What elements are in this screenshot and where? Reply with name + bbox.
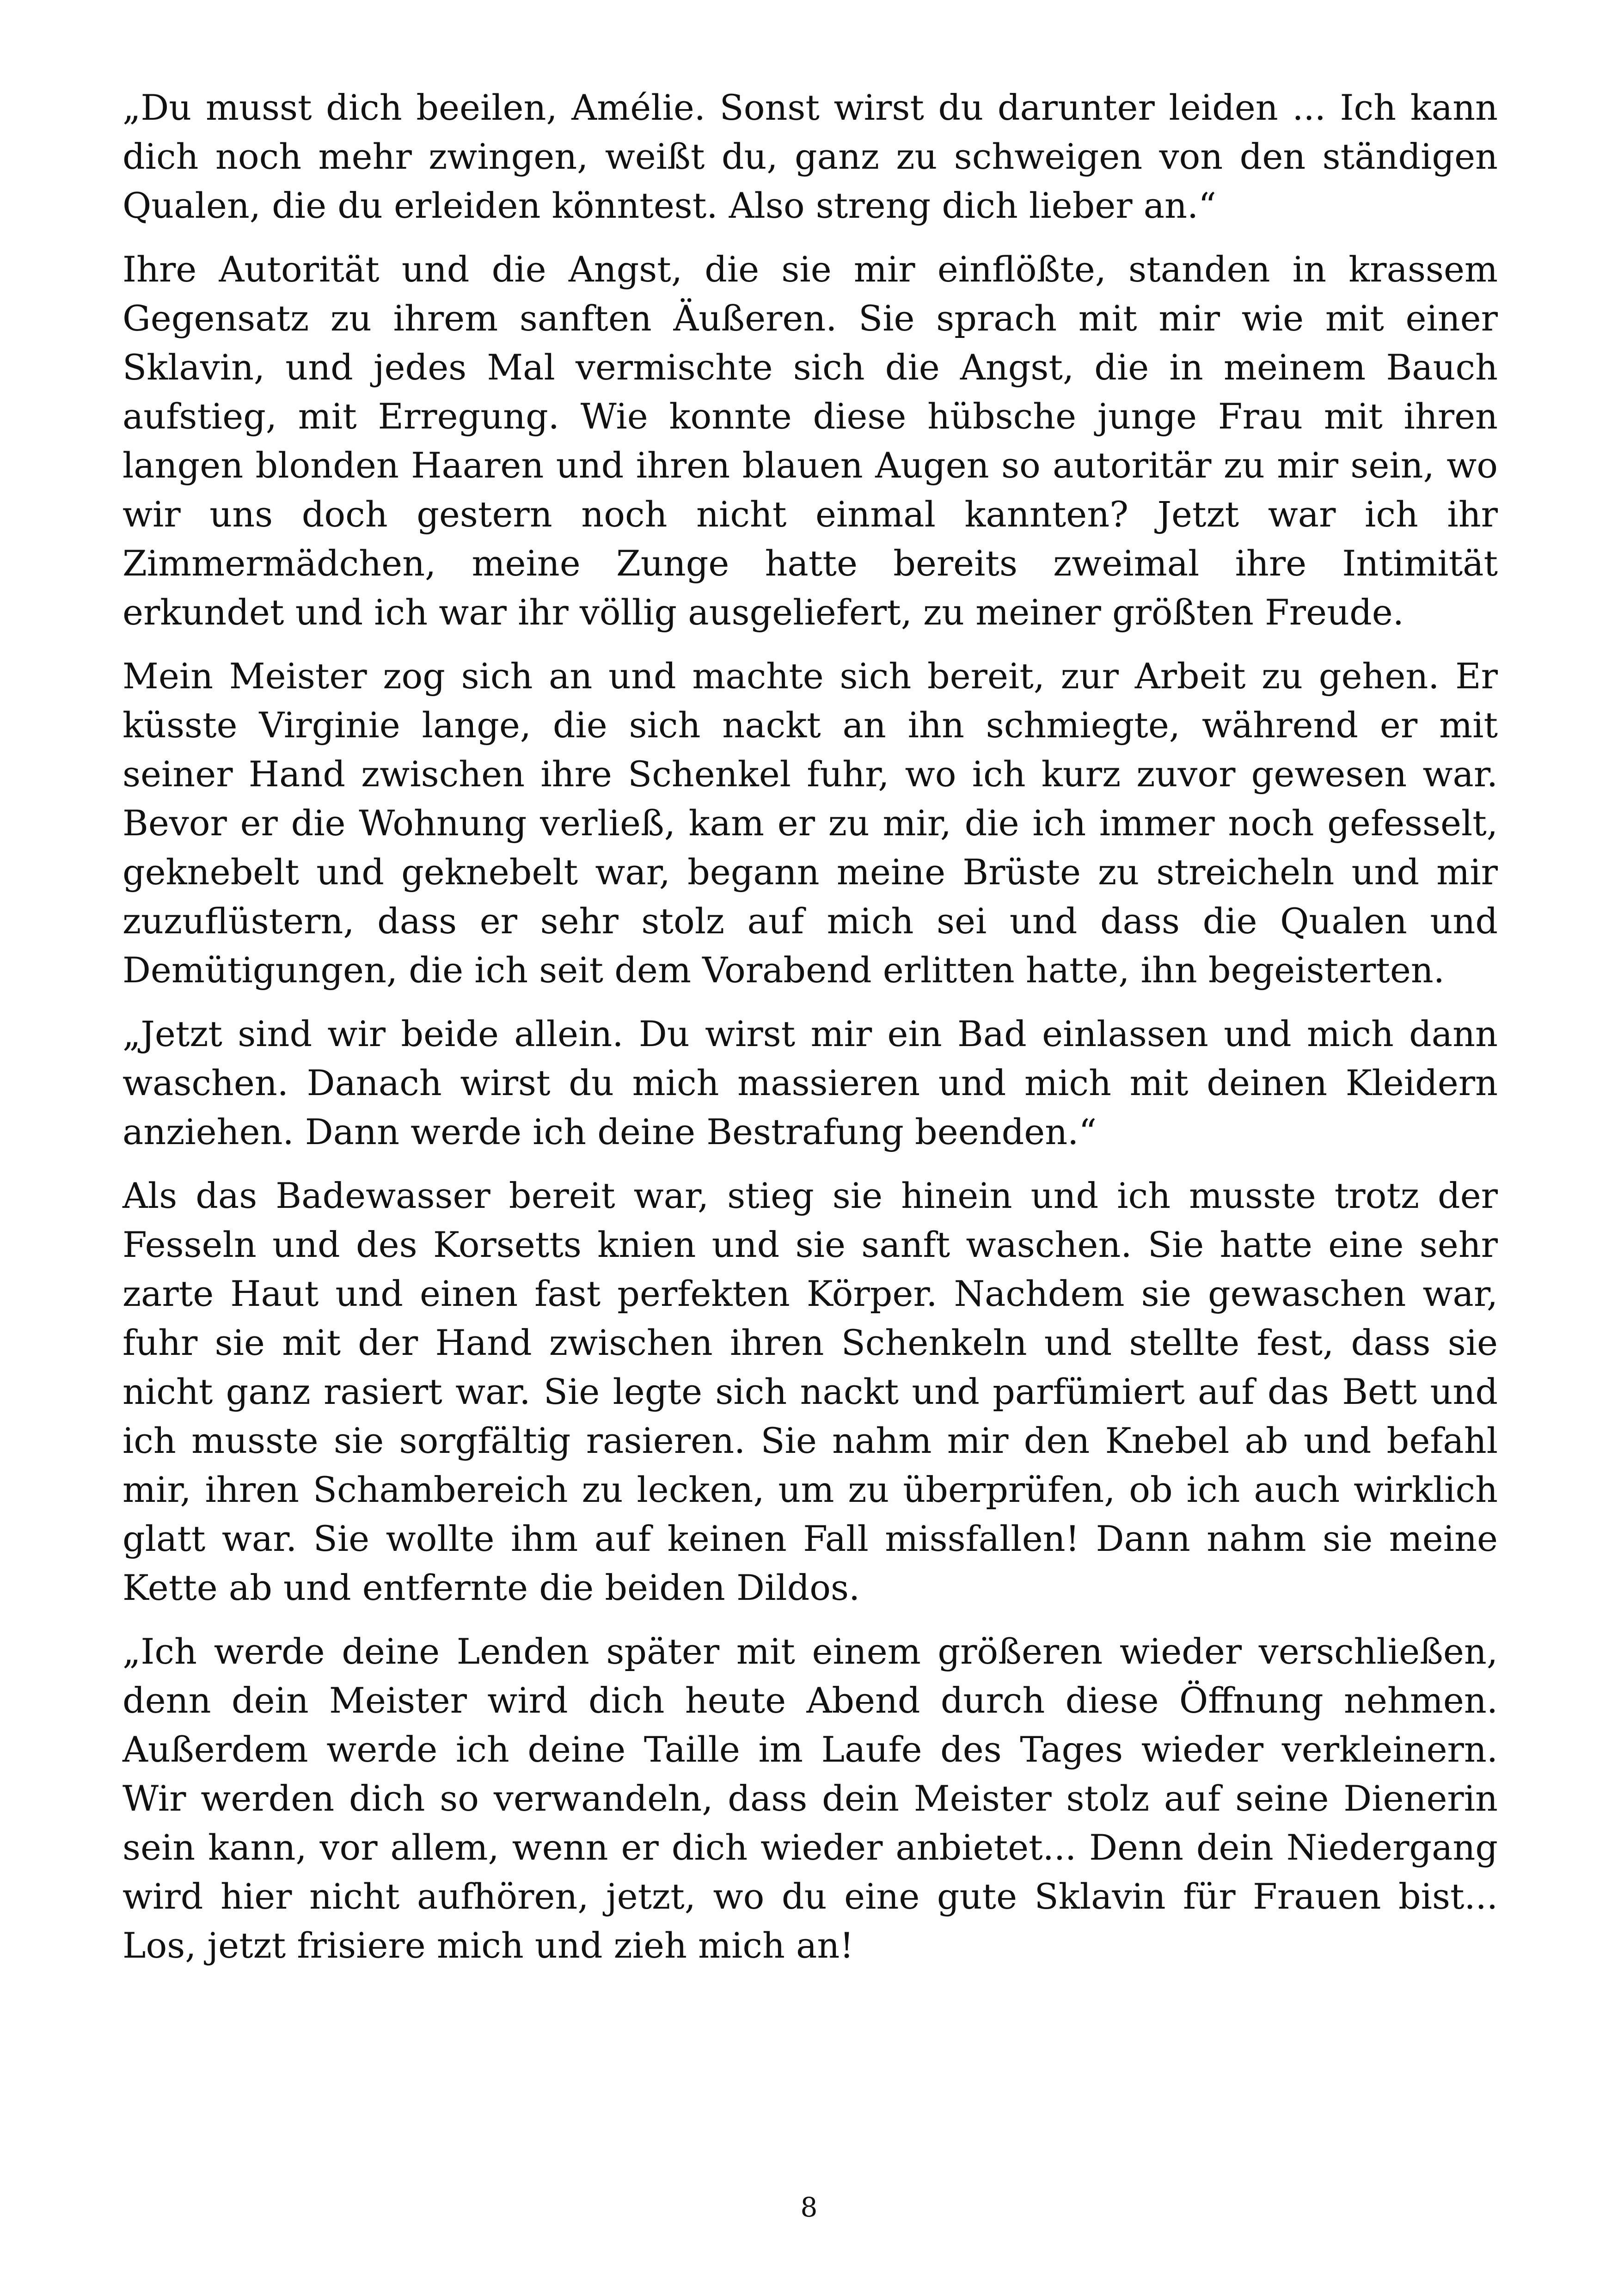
paragraph-6: „Ich werde deine Lenden später mit einem größeren wieder verschließen, denn dein Meister wird dich heute Abend durch diese Öffnung nehmen. Außerdem werde ich deine Taille im Laufe des Tages wieder verkleinern. Wir werden dich so verwandeln, dass dein Meister stolz auf seine Dienerin sein kann, vor allem, wenn er dich wieder anbietet... Denn dein Niedergang wird hier nicht aufhören, jetzt, wo du eine gute Sklavin für Frauen bist... Los, jetzt frisiere mich und zieh mich an!: [123, 1631, 1498, 1966]
paragraph-1: „Du musst dich beeilen, Amélie. Sonst wirst du darunter leiden ... Ich kann dich noch mehr zwingen, weißt du, ganz zu schweigen von den ständigen Qualen, die du erleiden könntest. Also streng dich lieber an.“: [123, 87, 1498, 226]
paragraph-5: Als das Badewasser bereit war, stieg sie hinein und ich musste trotz der Fesseln und des Korsetts knien und sie sanft waschen. Sie hatte eine sehr zarte Haut und einen fast perfekten Körper. Nachdem sie gewaschen war, fuhr sie mit der Hand zwischen ihren Schenkeln und stellte fest, dass sie nicht ganz rasiert war. Sie legte sich nackt und parfümiert auf das Bett und ich musste sie sorgfältig rasieren. Sie nahm mir den Knebel ab und befahl mir, ihren Schambereich zu lecken, um zu überprüfen, ob ich auch wirklich glatt war. Sie wollte ihm auf keinen Fall missfallen! Dann nahm sie meine Kette ab und entfernte die beiden Dildos.: [123, 1175, 1498, 1608]
body-text: [123, 83, 1498, 1985]
page-number: 8: [800, 2192, 818, 2223]
paragraph-2: Ihre Autorität und die Angst, die sie mir einflößte, standen in krassem Gegensatz zu ihrem sanften Äußeren. Sie sprach mit mir wie mit einer Sklavin, und jedes Mal vermischte sich die Angst, die in meinem Bauch aufstieg, mit Erregung. Wie konnte diese hübsche junge Frau mit ihren langen blonden Haaren und ihren blauen Augen so autoritär zu mir sein, wo wir uns doch gestern noch nicht einmal kannten? Jetzt war ich ihr Zimmermädchen, meine Zunge hatte bereits zweimal ihre Intimität erkundet und ich war ihr völlig ausgeliefert, zu meiner größten Freude.: [123, 249, 1498, 633]
paragraph-3: Mein Meister zog sich an und machte sich bereit, zur Arbeit zu gehen. Er küsste Virginie lange, die sich nackt an ihn schmiegte, während er mit seiner Hand zwischen ihre Schenkel fuhr, wo ich kurz zuvor gewesen war. Bevor er die Wohnung verließ, kam er zu mir, die ich immer noch gefesselt, geknebelt und geknebelt war, begann meine Brüste zu streicheln und mir zuzuflüstern, dass er sehr stolz auf mich sei und dass die Qualen und Demütigungen, die ich seit dem Vorabend erlitten hatte, ihn begeisterten.: [123, 655, 1498, 991]
paragraph-4: „Jetzt sind wir beide allein. Du wirst mir ein Bad einlassen und mich dann waschen. Danach wirst du mich massieren und mich mit deinen Kleidern anziehen. Dann werde ich deine Bestrafung beenden.“: [123, 1013, 1498, 1152]
